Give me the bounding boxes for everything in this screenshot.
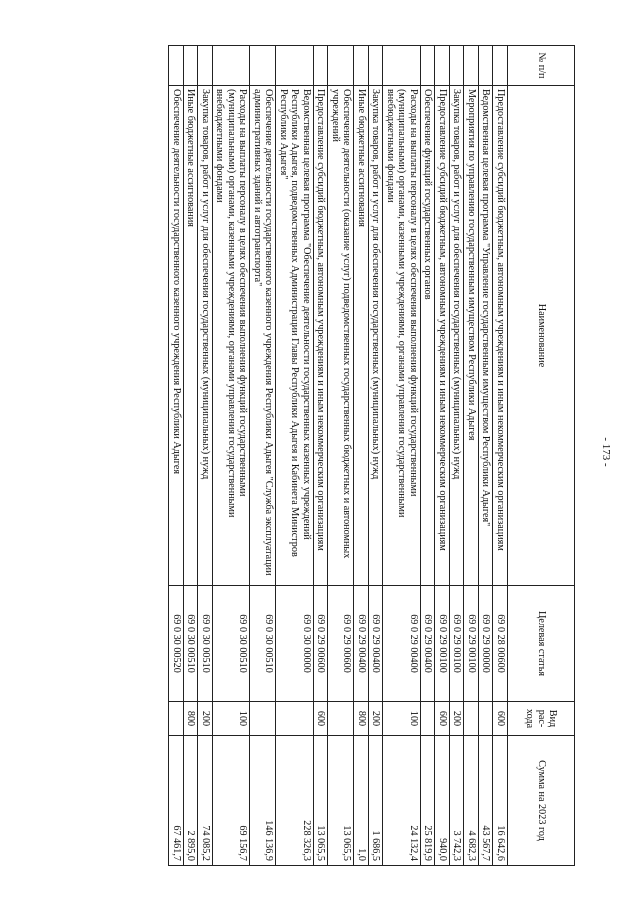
cell-kind <box>464 702 479 736</box>
cell-name: Обеспечение функций государственных органов <box>420 86 435 586</box>
cell-code: 69 0 29 00600 <box>313 586 328 702</box>
cell-sum: 1,0 <box>354 736 369 866</box>
cell-code: 69 0 29 00400 <box>368 586 383 702</box>
table-row <box>250 46 276 866</box>
cell-sum: 940,0 <box>435 736 450 866</box>
cell-kind: 800 <box>183 702 198 736</box>
cell-kind: 200 <box>198 702 213 736</box>
cell-code: 69 0 29 00400 <box>383 586 421 702</box>
cell-code: 69 0 29 00100 <box>464 586 479 702</box>
cell-name: Обеспечение деятельности государственного казенного учреждения Республики Адыгея <box>169 86 184 586</box>
cell-sum: 13 065,5 <box>328 736 354 866</box>
cell-num <box>383 46 421 86</box>
cell-num <box>169 46 184 86</box>
table-row <box>493 46 508 866</box>
cell-kind: 100 <box>383 702 421 736</box>
cell-name: Предоставление субсидий бюджетным, автономным учреждениям и иным некоммерческим организациям <box>435 86 450 586</box>
header-name: Наименование <box>508 86 575 586</box>
cell-name: Ведомственная целевая программа "Обеспечение деятельности государственных казенных учреждений Республики Адыгея, подведомственных Администрации Главы Республики Адыгея и Кабинета Министров Республики Адыгея" <box>276 86 314 586</box>
cell-code: 69 0 30 00510 <box>183 586 198 702</box>
cell-name: Иные бюджетные ассигнования <box>354 86 369 586</box>
table-row <box>276 46 314 866</box>
cell-code: 69 0 29 00400 <box>354 586 369 702</box>
cell-num <box>420 46 435 86</box>
cell-sum: 24 132,4 <box>383 736 421 866</box>
cell-name: Закупка товаров, работ и услуг для обеспечения государственных (муниципальных) нужд <box>449 86 464 586</box>
table-row <box>328 46 354 866</box>
cell-code: 69 0 29 00600 <box>328 586 354 702</box>
table-row <box>464 46 479 866</box>
table-row <box>354 46 369 866</box>
cell-name: Обеспечение деятельности государственного казенного учреждения Республики Адыгея "Служба эксплуатации административных зданий и автотранспорта" <box>250 86 276 586</box>
cell-sum: 228 326,3 <box>276 736 314 866</box>
cell-kind: 200 <box>368 702 383 736</box>
cell-kind <box>250 702 276 736</box>
cell-kind <box>169 702 184 736</box>
cell-code: 69 0 29 00000 <box>478 586 493 702</box>
cell-kind <box>276 702 314 736</box>
cell-num <box>368 46 383 86</box>
table-row <box>198 46 213 866</box>
cell-num <box>449 46 464 86</box>
cell-sum: 16 642,6 <box>493 736 508 866</box>
budget-table <box>168 45 575 866</box>
cell-kind: 600 <box>313 702 328 736</box>
table-header-row <box>508 46 575 866</box>
header-num: № п/п <box>508 46 575 86</box>
cell-name: Иные бюджетные ассигнования <box>183 86 198 586</box>
cell-num <box>183 46 198 86</box>
header-code: Целевая статья <box>508 586 575 702</box>
cell-kind <box>328 702 354 736</box>
cell-kind: 100 <box>212 702 250 736</box>
cell-num <box>250 46 276 86</box>
cell-name: Мероприятия по управлению государственным имуществом Республики Адыгея <box>464 86 479 586</box>
cell-sum: 74 085,2 <box>198 736 213 866</box>
cell-kind: 800 <box>354 702 369 736</box>
cell-num <box>276 46 314 86</box>
cell-num <box>464 46 479 86</box>
cell-sum: 67 461,7 <box>169 736 184 866</box>
header-kind: Вид рас-хода <box>508 702 575 736</box>
cell-code: 69 0 30 00520 <box>169 586 184 702</box>
cell-code: 69 0 28 00600 <box>493 586 508 702</box>
cell-num <box>354 46 369 86</box>
table-row <box>212 46 250 866</box>
table-row <box>183 46 198 866</box>
cell-name: Расходы на выплаты персоналу в целях обеспечения выполнения функций государственными (муниципальными) органами, казенными учреждениями, органами управления государственными внебюджетными фондами <box>212 86 250 586</box>
cell-name: Обеспечение деятельности (оказание услуг) подведомственных государственных бюджетных и автономных учреждений <box>328 86 354 586</box>
cell-num <box>435 46 450 86</box>
cell-num <box>328 46 354 86</box>
cell-name: Закупка товаров, работ и услуг для обеспечения государственных (муниципальных) нужд <box>198 86 213 586</box>
cell-kind: 600 <box>493 702 508 736</box>
cell-num <box>198 46 213 86</box>
table-row <box>449 46 464 866</box>
table-row <box>169 46 184 866</box>
table-row <box>435 46 450 866</box>
cell-num <box>493 46 508 86</box>
cell-sum: 25 819,9 <box>420 736 435 866</box>
cell-sum: 4 682,3 <box>464 736 479 866</box>
table-row <box>368 46 383 866</box>
cell-sum: 13 065,5 <box>313 736 328 866</box>
cell-kind: 200 <box>449 702 464 736</box>
cell-kind <box>478 702 493 736</box>
cell-name: Предоставление субсидий бюджетным, автономным учреждениям и иным некоммерческим организациям <box>313 86 328 586</box>
cell-sum: 146 136,9 <box>250 736 276 866</box>
cell-kind <box>420 702 435 736</box>
header-sum: Сумма на 2023 год <box>508 736 575 866</box>
table-row <box>420 46 435 866</box>
cell-name: Предоставление субсидий бюджетным, автономным учреждениям и иным некоммерческим организациям <box>493 86 508 586</box>
page-number: - 173 - <box>600 437 612 467</box>
cell-name: Расходы на выплаты персоналу в целях обеспечения выполнения функций государственными (муниципальными) органами, казенными учреждениями, органами управления государственными внебюджетными фондами <box>383 86 421 586</box>
budget-table-sheet <box>45 45 575 865</box>
cell-name: Ведомственная целевая программа "Управление государственным имуществом Республики Адыгея" <box>478 86 493 586</box>
cell-code: 69 0 30 00510 <box>212 586 250 702</box>
cell-name: Закупка товаров, работ и услуг для обеспечения государственных (муниципальных) нужд <box>368 86 383 586</box>
table-row <box>313 46 328 866</box>
cell-sum: 1 686,5 <box>368 736 383 866</box>
cell-kind: 600 <box>435 702 450 736</box>
cell-sum: 2 895,0 <box>183 736 198 866</box>
cell-sum: 69 156,7 <box>212 736 250 866</box>
cell-code: 69 0 29 00400 <box>420 586 435 702</box>
cell-code: 69 0 30 00000 <box>276 586 314 702</box>
cell-num <box>478 46 493 86</box>
table-row <box>478 46 493 866</box>
cell-num <box>313 46 328 86</box>
cell-code: 69 0 30 00510 <box>198 586 213 702</box>
cell-code: 69 0 29 00100 <box>435 586 450 702</box>
cell-code: 69 0 30 00510 <box>250 586 276 702</box>
cell-code: 69 0 29 00100 <box>449 586 464 702</box>
cell-num <box>212 46 250 86</box>
table-row <box>383 46 421 866</box>
cell-sum: 43 567,7 <box>478 736 493 866</box>
cell-sum: 3 742,3 <box>449 736 464 866</box>
